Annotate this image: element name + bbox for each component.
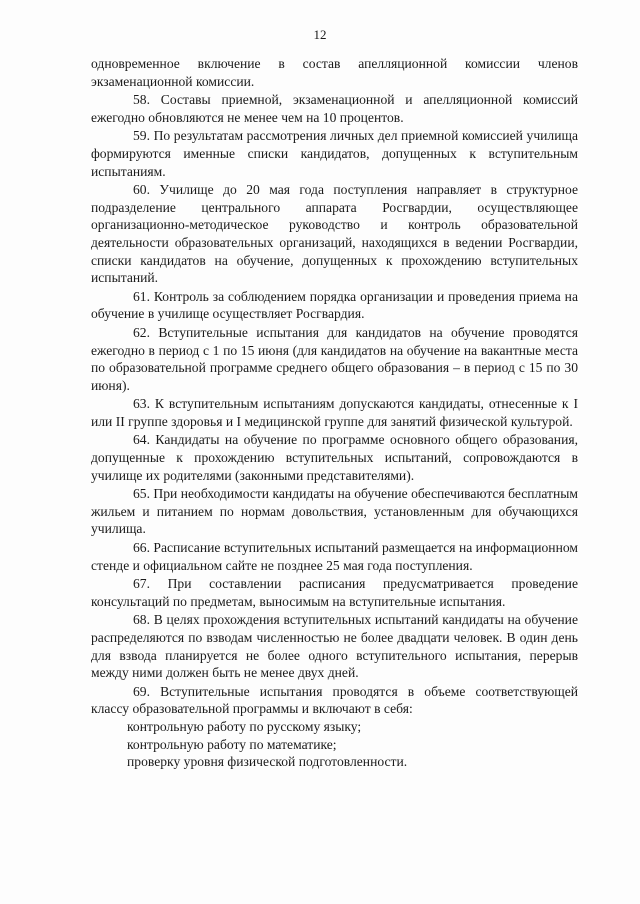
list-item: проверку уровня физической подготовленности. [127, 754, 408, 770]
paragraph-65: 65. При необходимости кандидаты на обучение обеспечиваются бесплатным жильем и питанием по нормам довольствия, установленным для обучающихся училища. [91, 486, 578, 537]
list-item: контрольную работу по математике; [127, 736, 337, 752]
paragraph-58: 58. Составы приемной, экзаменационной и апелляционной комиссий ежегодно обновляются не менее чем на 10 процентов. [91, 92, 578, 125]
paragraph-66: 66. Расписание вступительных испытаний размещается на информационном стенде и официальном сайте не позднее 25 мая года поступления. [91, 540, 578, 573]
paragraph-60: 60. Училище до 20 мая года поступления направляет в структурное подразделение центрального аппарата Росгвардии, осуществляющее организационно-методическое руководство и контроль образовательной деятельности образовательных организаций, находящихся в ведении Росгвардии, списки кандидатов на обучение, допущенных к прохождению вступительных испытаний. [91, 182, 578, 286]
paragraph-62: 62. Вступительные испытания для кандидатов на обучение проводятся ежегодно в период с 1 по 15 июня (для кандидатов на обучение на вакантные места по образовательной программе среднего общего образования – в период с 15 по 30 июня). [91, 324, 578, 393]
paragraph-continuation: одновременное включение в состав апелляционной комиссии членов экзаменационной комиссии. [91, 56, 578, 89]
paragraph-67: 67. При составлении расписания предусматривается проведение консультаций по предметам, выносимым на вступительные испытания. [91, 576, 578, 609]
list-item: контрольную работу по русскому языку; [127, 718, 362, 734]
paragraph-63: 63. К вступительным испытаниям допускаются кандидаты, отнесенные к I или II группе здоровья и I медицинской группе для занятий физической культурой. [91, 396, 578, 429]
paragraph-64: 64. Кандидаты на обучение по программе основного общего образования, допущенные к прохождению вступительных испытаний, сопровождаются в училище их родителями (законными представителями). [91, 432, 578, 483]
paragraph-61: 61. Контроль за соблюдением порядка организации и проведения приема на обучение в училище осуществляет Росгвардия. [91, 288, 578, 322]
paragraph-69: 69. Вступительные испытания проводятся в объеме соответствующей классу образовательной программы и включают в себя: [91, 683, 578, 717]
paragraph-68: 68. В целях прохождения вступительных испытаний кандидаты на обучение распределяются по взводам численностью не более двадцати человек. В один день для взвода планируется не более одного вступительного испытания, перерыв между ними должен быть не менее двух дней. [91, 612, 578, 681]
page-number: 12 [313, 27, 327, 42]
paragraph-59: 59. По результатам рассмотрения личных дел приемной комиссией училища формируются именные списки кандидатов, допущенных к вступительным испытаниям. [91, 128, 578, 179]
document-body [91, 55, 578, 771]
